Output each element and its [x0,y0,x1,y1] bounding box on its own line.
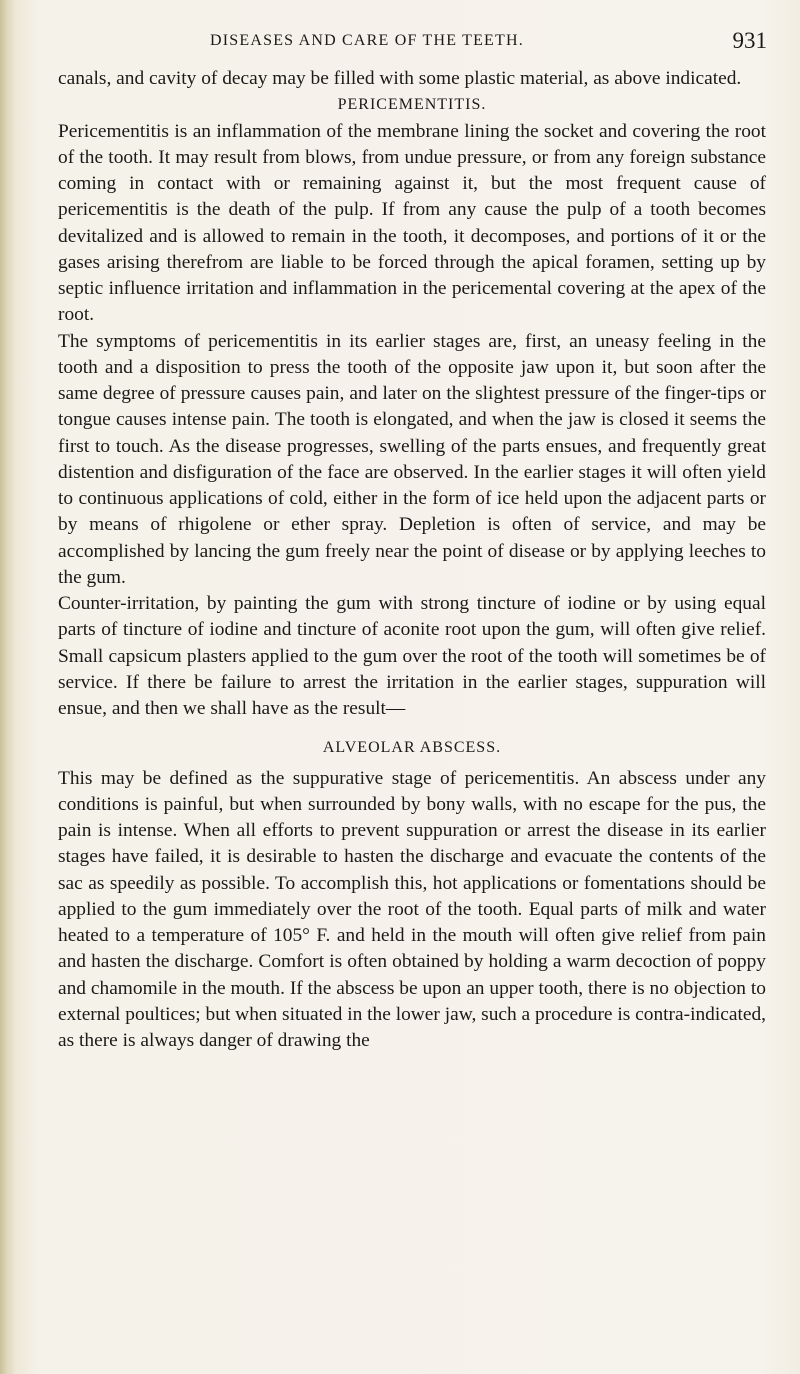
section-heading-pericementitis: PERICEMENTITIS. [337,96,487,114]
page-number: 931 [732,28,767,53]
page-edge-shadow [0,0,14,1374]
section-heading-alveolar-abscess: ALVEOLAR ABSCESS. [322,739,502,757]
body-text [58,66,766,1054]
paragraph: Counter-irritation, by painting the gum with strong tincture of iodine or by using equal parts of tincture of iodine and tincture of aconite root upon the gum, will often give relief. Small capsicum plasters applied to the gum over the root of the tooth will sometimes be of service. If there be failure to arrest the irritation in the earlier stages, suppuration will ensue, and then we shall have as the result— [58,593,766,719]
paragraph: This may be defined as the suppurative stage of pericementitis. An abscess under any conditions is painful, but when surrounded by bony walls, with no escape for the pus, the pain is intense. When all efforts to prevent suppuration or arrest the disease in its earlier stages have failed, it is desirable to hasten the discharge and evacuate the contents of the sac as speedily as possible. To accomplish this, hot applications or fomentations should be applied to the gum immediately over the root of the tooth. Equal parts of milk and water heated to a temperature of 105° F. and held in the mouth will often give relief from pain and hasten the discharge. Comfort is often obtained by holding a warm decoction of poppy and chamomile in the mouth. If the abscess be upon an upper tooth, there is no objection to external poultices; but when situated in the lower jaw, such a procedure is contra-indicated, as there is always danger of drawing the [58,767,766,1051]
paragraph: The symptoms of pericementitis in its earlier stages are, first, an uneasy feeling in the tooth and a disposition to press the tooth of the opposite jaw upon it, but soon after the same degree of pressure causes pain, and later on the slightest pressure of the finger-tips or tongue causes intense pain. The tooth is elongated, and when the jaw is closed it seems the first to touch. As the disease progresses, swelling of the parts ensues, and frequently great distention and disfiguration of the face are observed. In the earlier stages it will often yield to continuous applications of cold, either in the form of ice held upon the adjacent parts or by means of rhigolene or ether spray. Depletion is often of service, and may be accomplished by lancing the gum freely near the point of disease or by applying leeches to the gum. [58,330,766,588]
running-header [0,30,800,58]
opening-paragraph: canals, and cavity of decay may be filled with some plastic material, as above indicated. [58,68,742,89]
running-title: DISEASES AND CARE OF THE TEETH. [210,32,524,49]
paragraph: Pericementitis is an inflammation of the membrane lining the socket and covering the root of the tooth. It may result from blows, from undue pressure, or from any foreign substance coming in contact with or remaining against it, but the most frequent cause of pericementitis is the death of the pulp. If from any cause the pulp of a tooth becomes devitalized and is allowed to remain in the tooth, it decomposes, and portions of it or the gases arising therefrom are liable to be forced through the apical foramen, setting up by septic influence irritation and inflammation in the pericemental covering at the apex of the root. [58,120,766,326]
